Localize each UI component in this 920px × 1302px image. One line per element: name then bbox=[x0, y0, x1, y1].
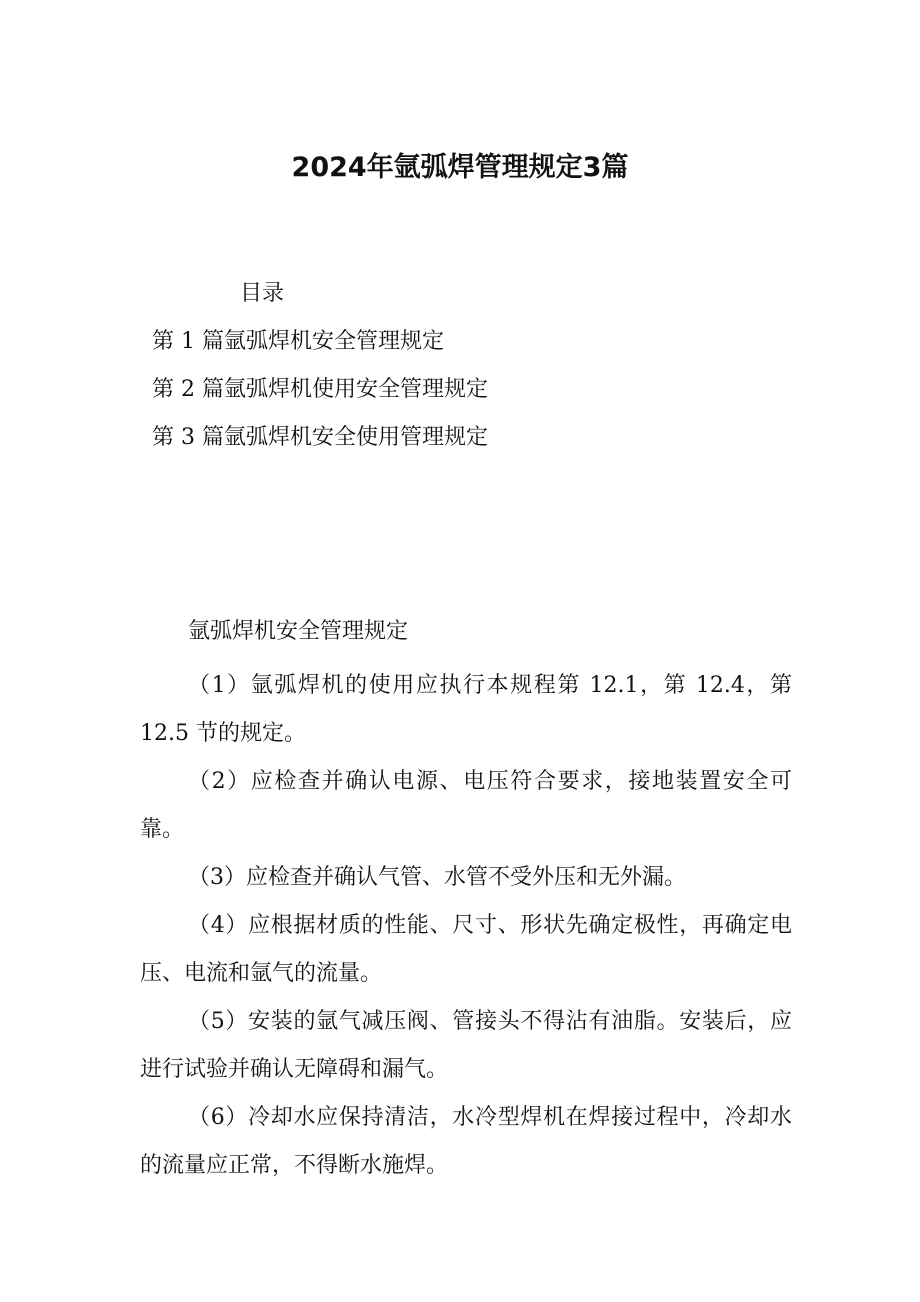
document-title: 2024年氩弧焊管理规定3篇 bbox=[291, 152, 629, 183]
paragraph: （4）应根据材质的性能、尺寸、形状先确定极性，再确定电压、电流和氩气的流量。 bbox=[140, 913, 792, 986]
toc-item[interactable]: 第 1 篇氩弧焊机安全管理规定 bbox=[152, 329, 444, 354]
paragraph: （6）冷却水应保持清洁，水冷型焊机在焊接过程中，冷却水的流量应正常，不得断水施焊。 bbox=[140, 1105, 792, 1178]
toc-item[interactable]: 第 3 篇氩弧焊机安全使用管理规定 bbox=[152, 425, 488, 450]
paragraph: （5）安装的氩气减压阀、管接头不得沾有油脂。安装后，应进行试验并确认无障碍和漏气。 bbox=[140, 1009, 792, 1082]
toc-heading: 目录 bbox=[240, 281, 285, 306]
toc-item[interactable]: 第 2 篇氩弧焊机使用安全管理规定 bbox=[152, 377, 488, 402]
table-of-contents bbox=[152, 326, 488, 470]
paragraph: （1）氩弧焊机的使用应执行本规程第 12.1，第 12.4，第 12.5 节的规定。 bbox=[140, 673, 792, 746]
paragraph: （2）应检查并确认电源、电压符合要求，接地装置安全可靠。 bbox=[140, 769, 792, 842]
article-title: 氩弧焊机安全管理规定 bbox=[188, 619, 409, 644]
paragraph: （3）应检查并确认气管、水管不受外压和无外漏。 bbox=[188, 865, 686, 890]
article-body bbox=[140, 662, 792, 1190]
